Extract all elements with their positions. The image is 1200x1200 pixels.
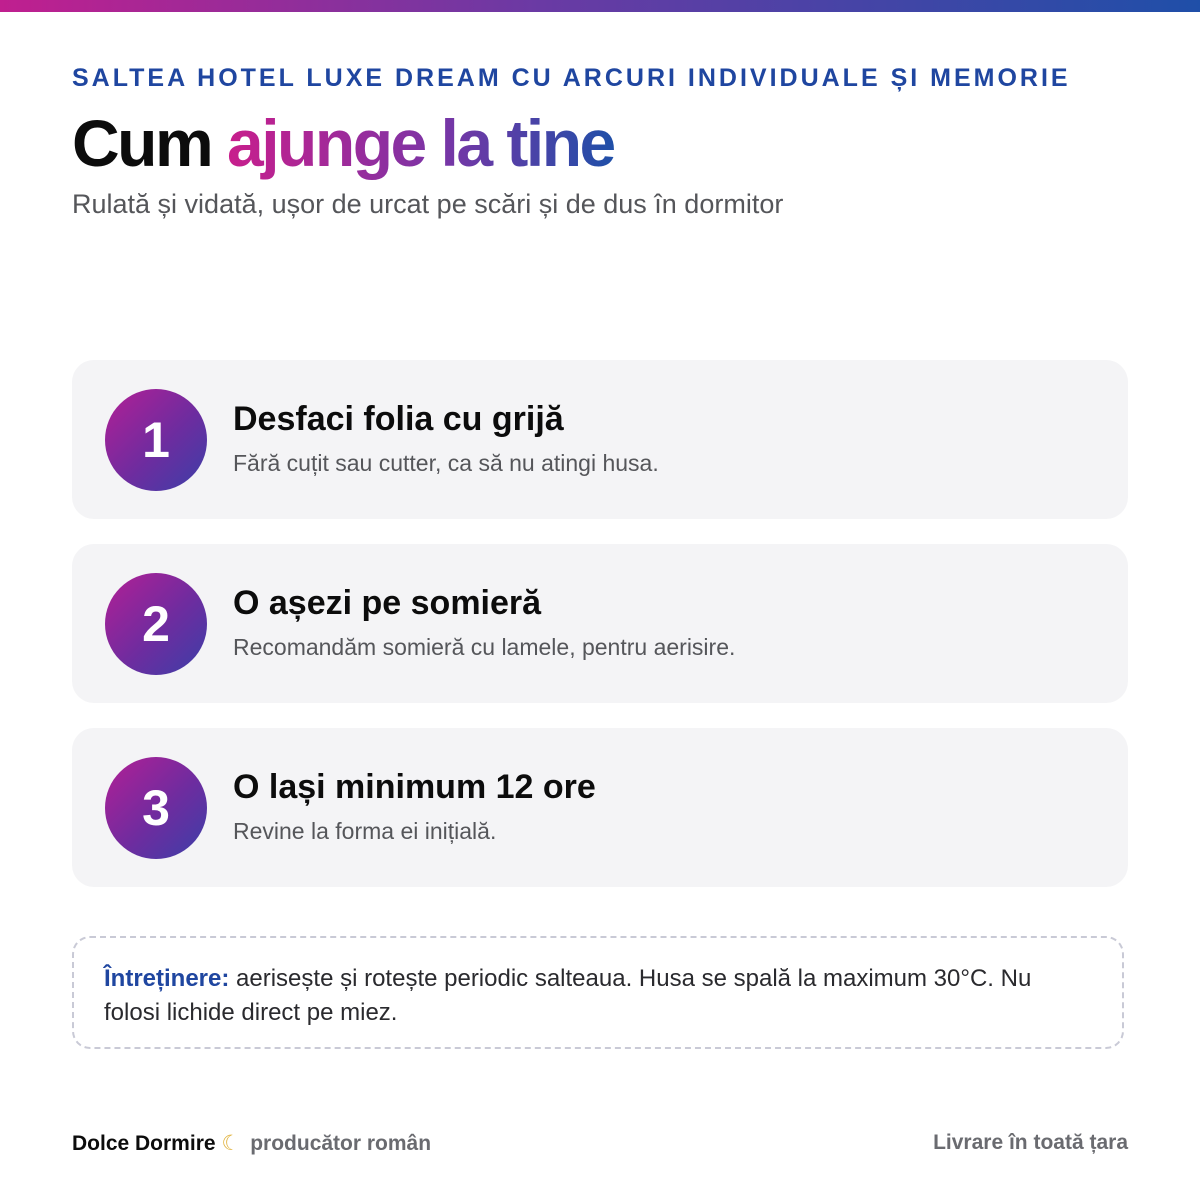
step-number: 3 — [142, 780, 170, 836]
note-label: Întreținere: — [104, 965, 230, 992]
brand-tagline: producător român — [250, 1132, 432, 1155]
note-text: aerisește și rotește periodic salteaua. Husa se spală la maximum 30°C. Nu folosi lichide direct pe miez. — [104, 965, 1032, 1026]
brand-name: Dolce Dormire — [72, 1132, 216, 1155]
step-title: Desfaci folia cu grijă — [233, 400, 564, 438]
delivery-info: Livrare în toată țara — [933, 1131, 1128, 1154]
step-title: O așezi pe somieră — [233, 584, 542, 622]
step-card-1 — [72, 360, 1128, 519]
footer-brand — [72, 1131, 431, 1156]
step-card-2 — [72, 544, 1128, 703]
step-number-badge — [105, 573, 207, 675]
step-number: 2 — [142, 596, 170, 652]
step-number: 1 — [142, 412, 170, 468]
step-number-badge — [105, 389, 207, 491]
page-subtitle: Rulată și vidată, ușor de urcat pe scări și de dus în dormitor — [72, 189, 784, 219]
moon-icon: ☾ — [221, 1132, 241, 1155]
step-description: Fără cuțit sau cutter, ca să nu atingi husa. — [233, 450, 659, 476]
step-title: O lași minimum 12 ore — [233, 768, 596, 806]
title-accent: ajunge la tine — [227, 106, 614, 180]
step-description: Recomandăm somieră cu lamele, pentru aerisire. — [233, 634, 736, 660]
top-gradient-bar — [0, 0, 1200, 12]
product-eyebrow: SALTEA HOTEL LUXE DREAM CU ARCURI INDIVIDUALE ȘI MEMORIE — [72, 64, 1071, 92]
title-lead: Cum — [72, 106, 212, 180]
page-title — [72, 104, 614, 182]
step-number-badge — [105, 757, 207, 859]
step-card-3 — [72, 728, 1128, 887]
maintenance-note — [72, 936, 1124, 1049]
step-description: Revine la forma ei inițială. — [233, 818, 497, 844]
steps-list — [72, 360, 1128, 912]
